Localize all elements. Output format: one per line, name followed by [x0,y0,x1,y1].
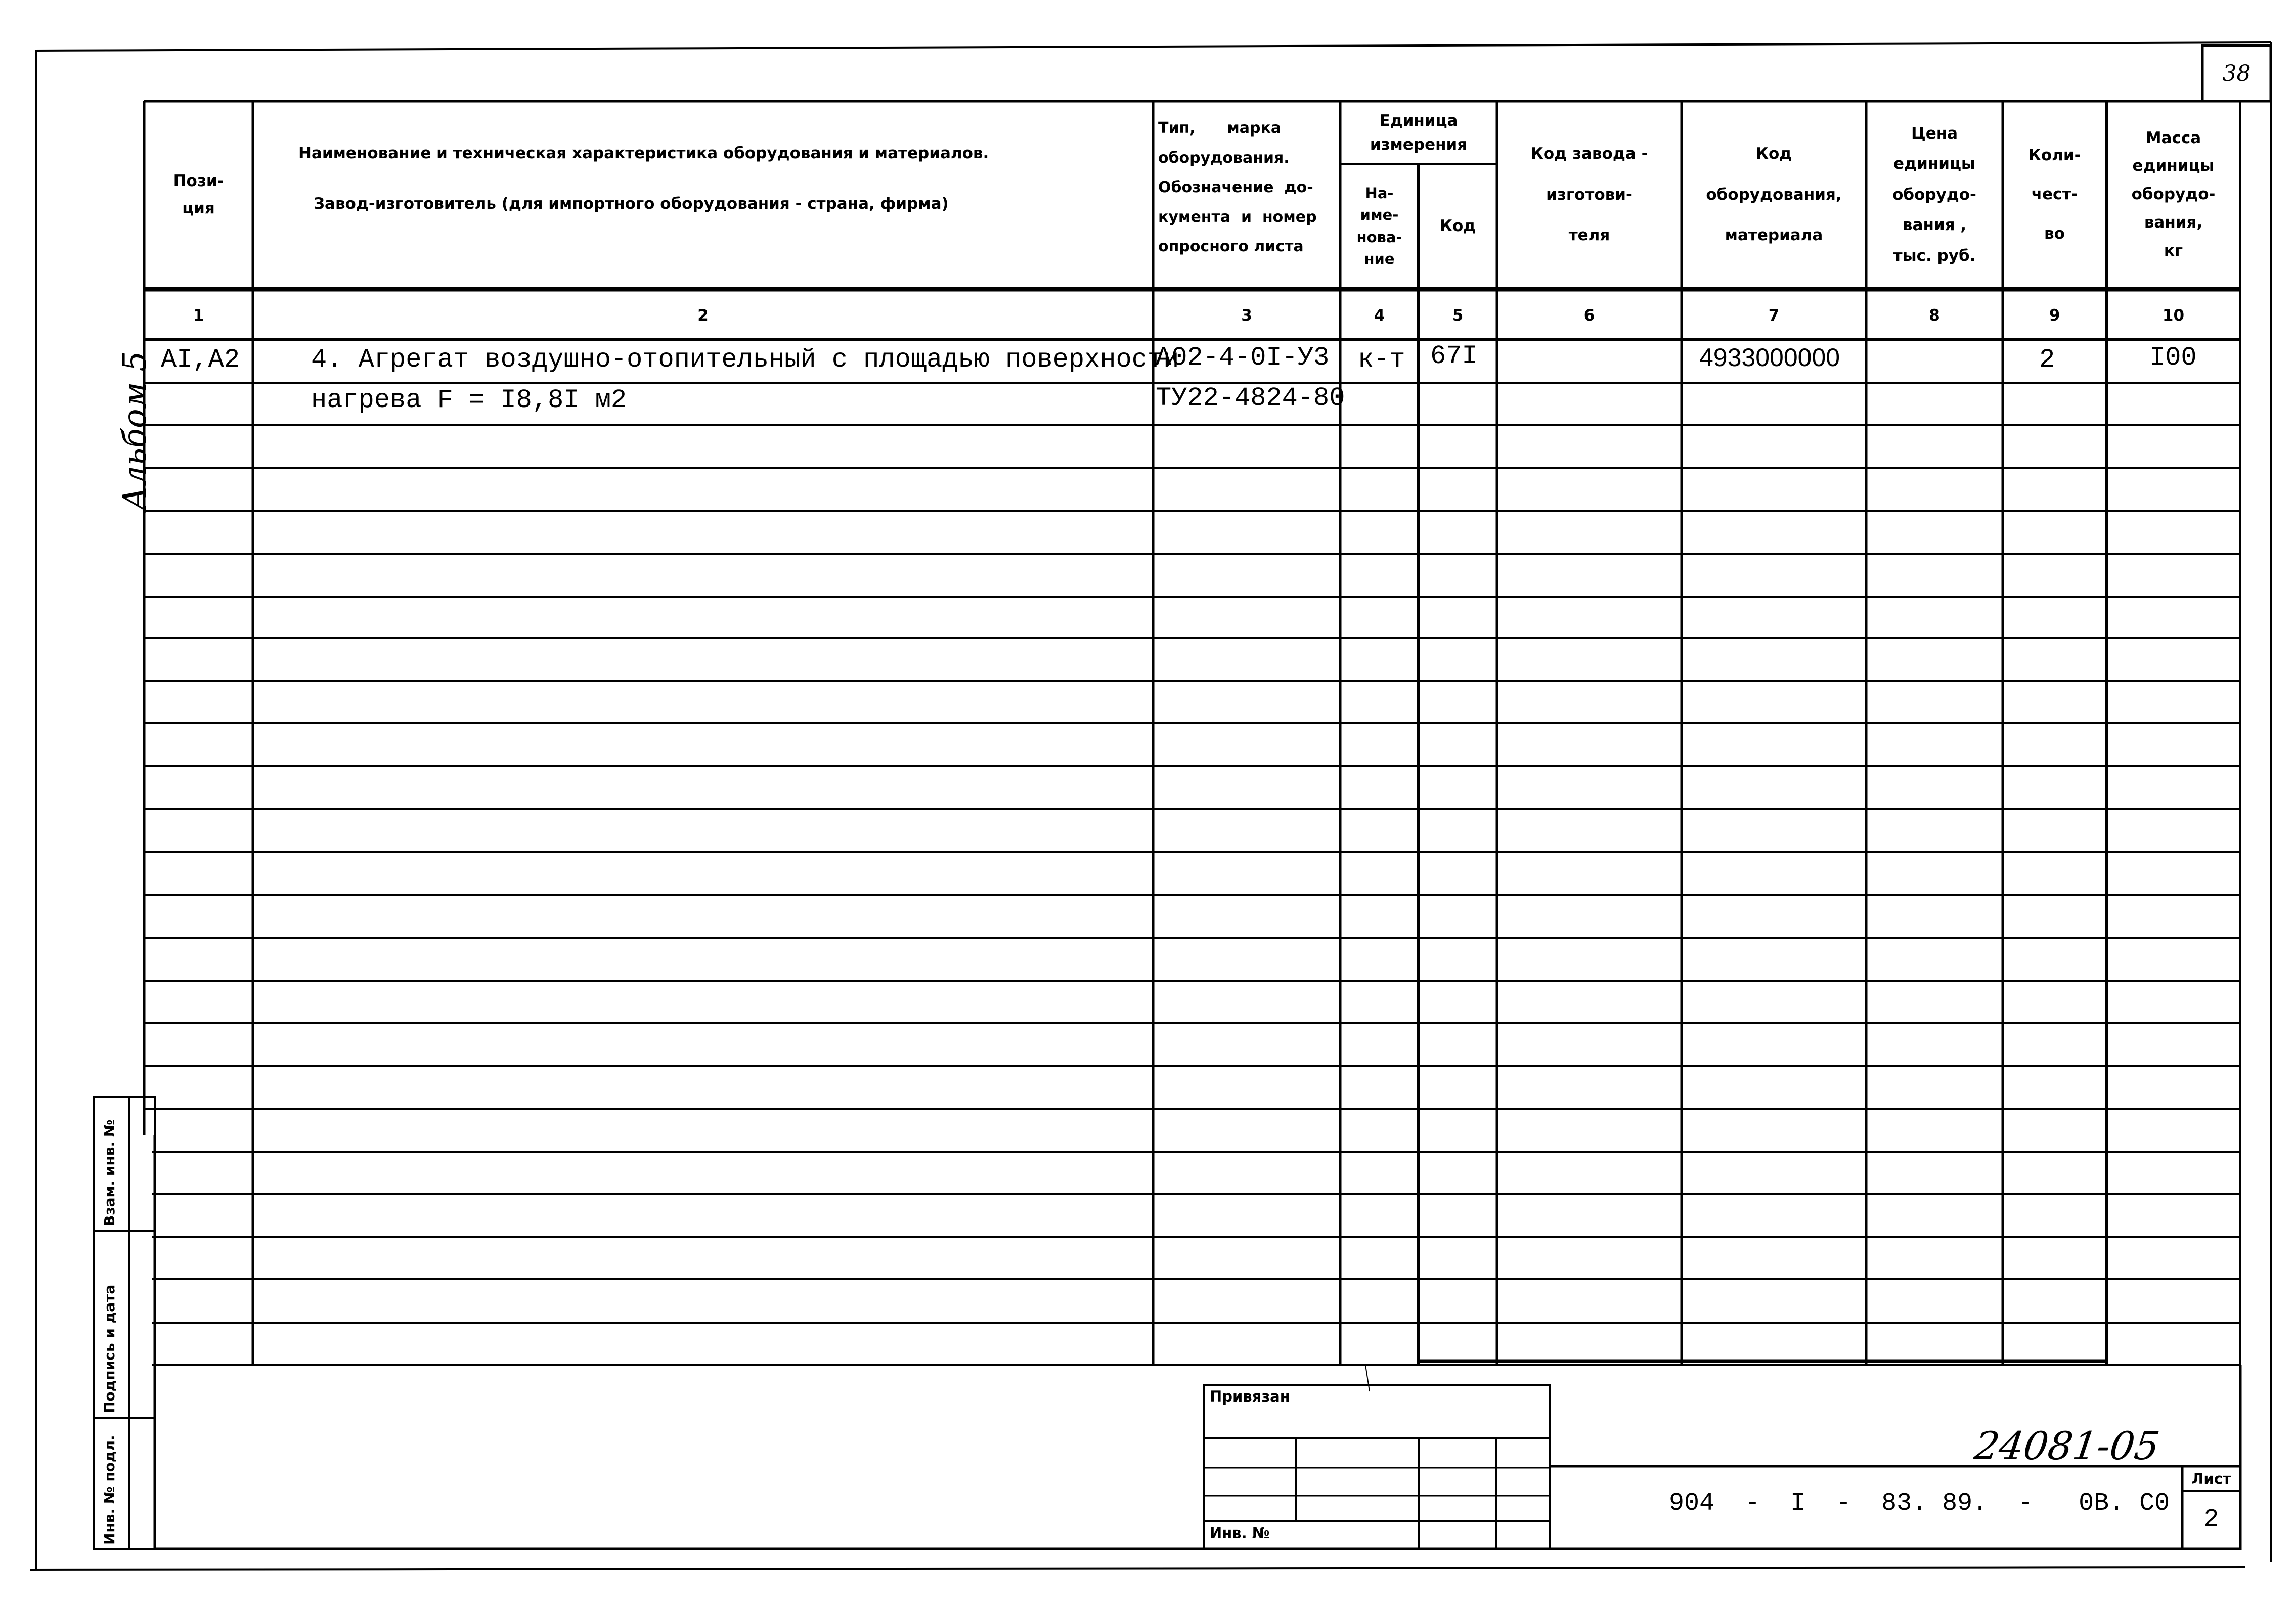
col-number-3: 3 [1241,306,1252,325]
cell-name: 4. Агрегат воздушно-отопительный с площадью поверхности [311,345,1179,375]
cell-quantity: 2 [2039,345,2055,375]
sheet-corner-number: 38 [2222,60,2251,86]
strip-label-podpis-data: Подпись и дата [101,1284,118,1413]
header-price: Цена единицы оборудо- вания , тыс. руб. [1892,124,1976,265]
header-unit-group: Единица измерения [1370,112,1468,154]
header-unit-code: Код [1439,217,1476,236]
col-number-4: 4 [1374,306,1385,325]
stamp-inv-no-label: Инв. № [1210,1524,1270,1542]
sheet-label: Лист [2191,1470,2231,1487]
col-number-7: 7 [1768,306,1780,325]
document-code: 904 - I - 83. 89. - 0В. С0 [1669,1489,2170,1518]
cell-position: АI,А2 [161,345,240,375]
header-name-line2: Завод-изготовитель (для импортного оборудования - страна, фирма) [314,195,949,213]
col-number-8: 8 [1929,306,1940,325]
handwritten-number: 24081-05 [1971,1423,2163,1468]
header-factory-code: Код завода - изготови- теля [1530,145,1648,245]
strip-label-inv-podl: Инв. № подл. [101,1435,118,1545]
header-mass: Масса единицы оборудо- вания, кг [2131,128,2216,260]
header-position: Пози- ция [173,171,224,217]
cell-equipment-code: 4933000000 [1699,343,1840,372]
header-quantity: Коли- чест- во [2028,146,2081,243]
header-type: Тип, марка оборудования. Обозначение до- кумента и номер опросного листа [1158,119,1317,255]
stamp-privyazan-label: Привязан [1210,1388,1290,1405]
sheet-number: 2 [2203,1505,2219,1534]
cell-unit-name: к-т [1358,345,1405,375]
strip-label-vzam-inv: Взам. инв. № [101,1119,118,1226]
header-equipment-code: Код оборудования, материала [1706,145,1842,245]
col-number-2: 2 [697,306,709,325]
col-number-6: 6 [1583,306,1595,325]
col-number-9: 9 [2049,306,2060,325]
col-number-1: 1 [193,306,204,325]
cell-name: нагрева F = I8,8I м2 [311,385,627,415]
cell-unit-code: 67I [1430,341,1478,371]
col-number-10: 10 [2162,306,2185,325]
cell-type: А02-4-0I-У3 [1156,343,1330,373]
cell-mass: I00 [2149,343,2197,373]
album-note: Альбом 5 [116,351,154,511]
header-name-line1: Наименование и техническая характеристика оборудования и материалов. [298,144,989,162]
col-number-5: 5 [1452,306,1464,325]
cell-type: ТУ22-4824-80 [1156,383,1345,413]
header-unit-name: На- име- нова- ние [1356,184,1402,267]
